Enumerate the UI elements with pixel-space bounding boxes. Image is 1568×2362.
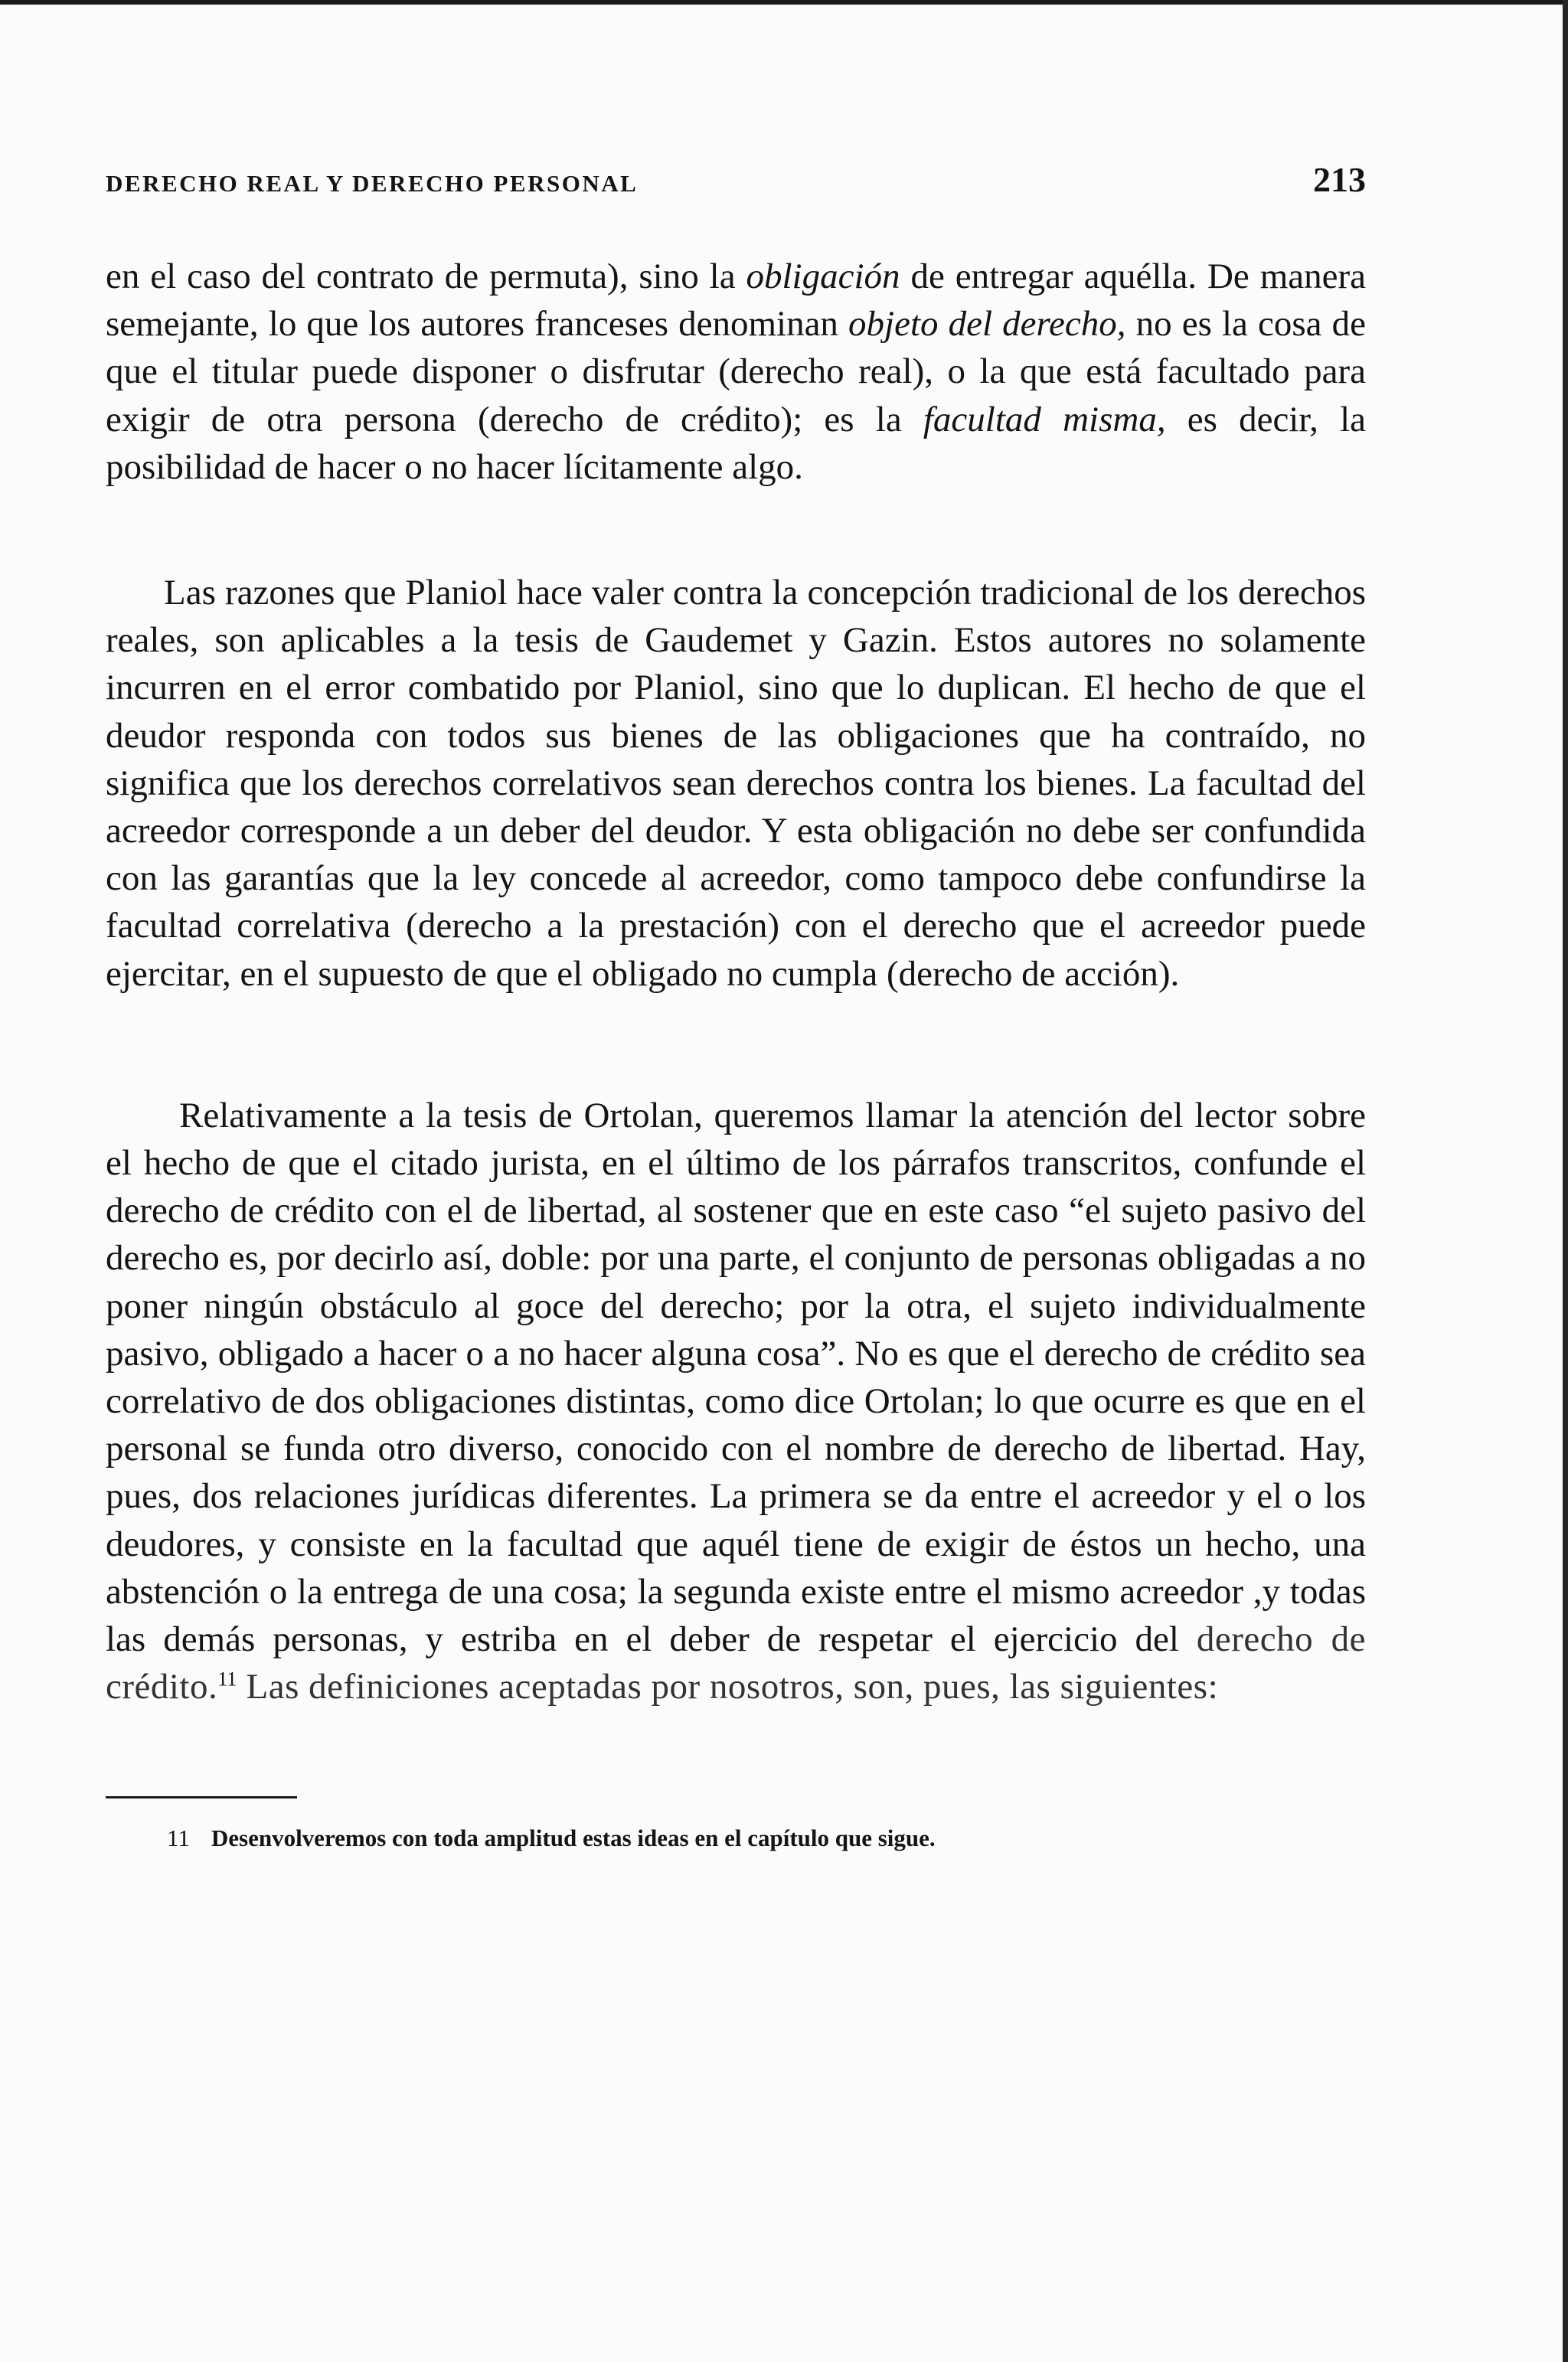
paragraph-3 [106,1092,1366,1711]
paragraph-1-italic-objeto: objeto del derecho, [848,304,1126,345]
paragraph-1-text-3: no es la cosa de que el titular puede disponer o disfrutar (derecho real), o la que está facultado para exigir de otra persona (derecho de crédito); es la [106,304,1366,439]
footnote-reference: 11 [217,1668,237,1691]
page-number: 213 [1313,160,1366,199]
paragraph-1-text-1: en el caso del contrato de permuta), sino la [106,256,746,296]
footnote [106,1825,1366,1852]
footnote-divider [106,1796,297,1798]
running-head: DERECHO REAL Y DERECHO PERSONAL [106,170,639,197]
paragraph-1-text-4: es decir, la posibilidad de hacer o no hacer lícitamente algo. [106,399,1366,487]
page-header [106,159,1366,221]
book-page [106,159,1366,1852]
scan-right-border [1563,0,1568,2362]
paragraph-3-text-2: derecho de crédito. [106,1619,1366,1707]
paragraph-3-text-3: Las definiciones aceptadas por nosotros, son, pues, las siguientes: [237,1667,1219,1707]
paragraph-1-italic-facultad: facultad misma, [923,399,1166,439]
footnote-text: Desenvolveremos con toda amplitud estas ideas en el capítulo que sigue. [211,1825,936,1852]
paragraph-2: Las razones que Planiol hace valer contra la concepción tradicional de los derechos reales, son aplicables a la tesis de Gaudemet y Gazin. Estos autores no solamente incurren en el error combatido por Planiol, sino que lo duplican. El hecho de que el deudor responda con todos sus bienes de las obligaciones que ha contraído, no significa que los derechos correlativos sean derechos contra los bienes. La facultad del acreedor corresponde a un deber del deudor. Y esta obligación no debe ser confundida con las garantías que la ley concede al acreedor, como tampoco debe confundirse la facultad correlativa (derecho a la prestación) con el derecho que el acreedor puede ejercitar, en el supuesto de que el obligado no cumpla (derecho de acción). [106,573,1366,994]
paragraph-1-italic-obligacion: obligación [746,256,900,296]
paragraph-1 [106,253,1366,491]
footnote-number: 11 [167,1825,190,1852]
paragraph-3-text-1: Relativamente a la tesis de Ortolan, queremos llamar la atención del lector sobre el hecho de que el citado jurista, en el último de los párrafos transcritos, confunde el derecho de crédito con el de libertad, al sostener que en este caso “el sujeto pasivo del derecho es, por decirlo así, doble: por una parte, el conjunto de personas obligadas a no poner ningún obstáculo al goce del derecho; por la otra, el sujeto individualmente pasivo, obligado a hacer o a no hacer alguna cosa”. No es que el derecho de crédito sea correlativo de dos obligaciones distintas, como dice Ortolan; lo que ocurre es que en el personal se funda otro diverso, conocido con el nombre de derecho de libertad. Hay, pues, dos relaciones jurídicas diferentes. La primera se da entre el acreedor y el o los deudores, y consiste en la facultad que aquél tiene de exigir de éstos un hecho, una abstención o la entrega de una cosa; la segunda existe entre el mismo acreedor ,y todas las demás personas, y estriba en el deber de respetar el ejercicio del [106,1095,1366,1660]
scan-top-border [0,0,1568,5]
paragraph-1-text-2: de entregar aquélla. De manera semejante, lo que los autores franceses denominan [106,256,1366,345]
